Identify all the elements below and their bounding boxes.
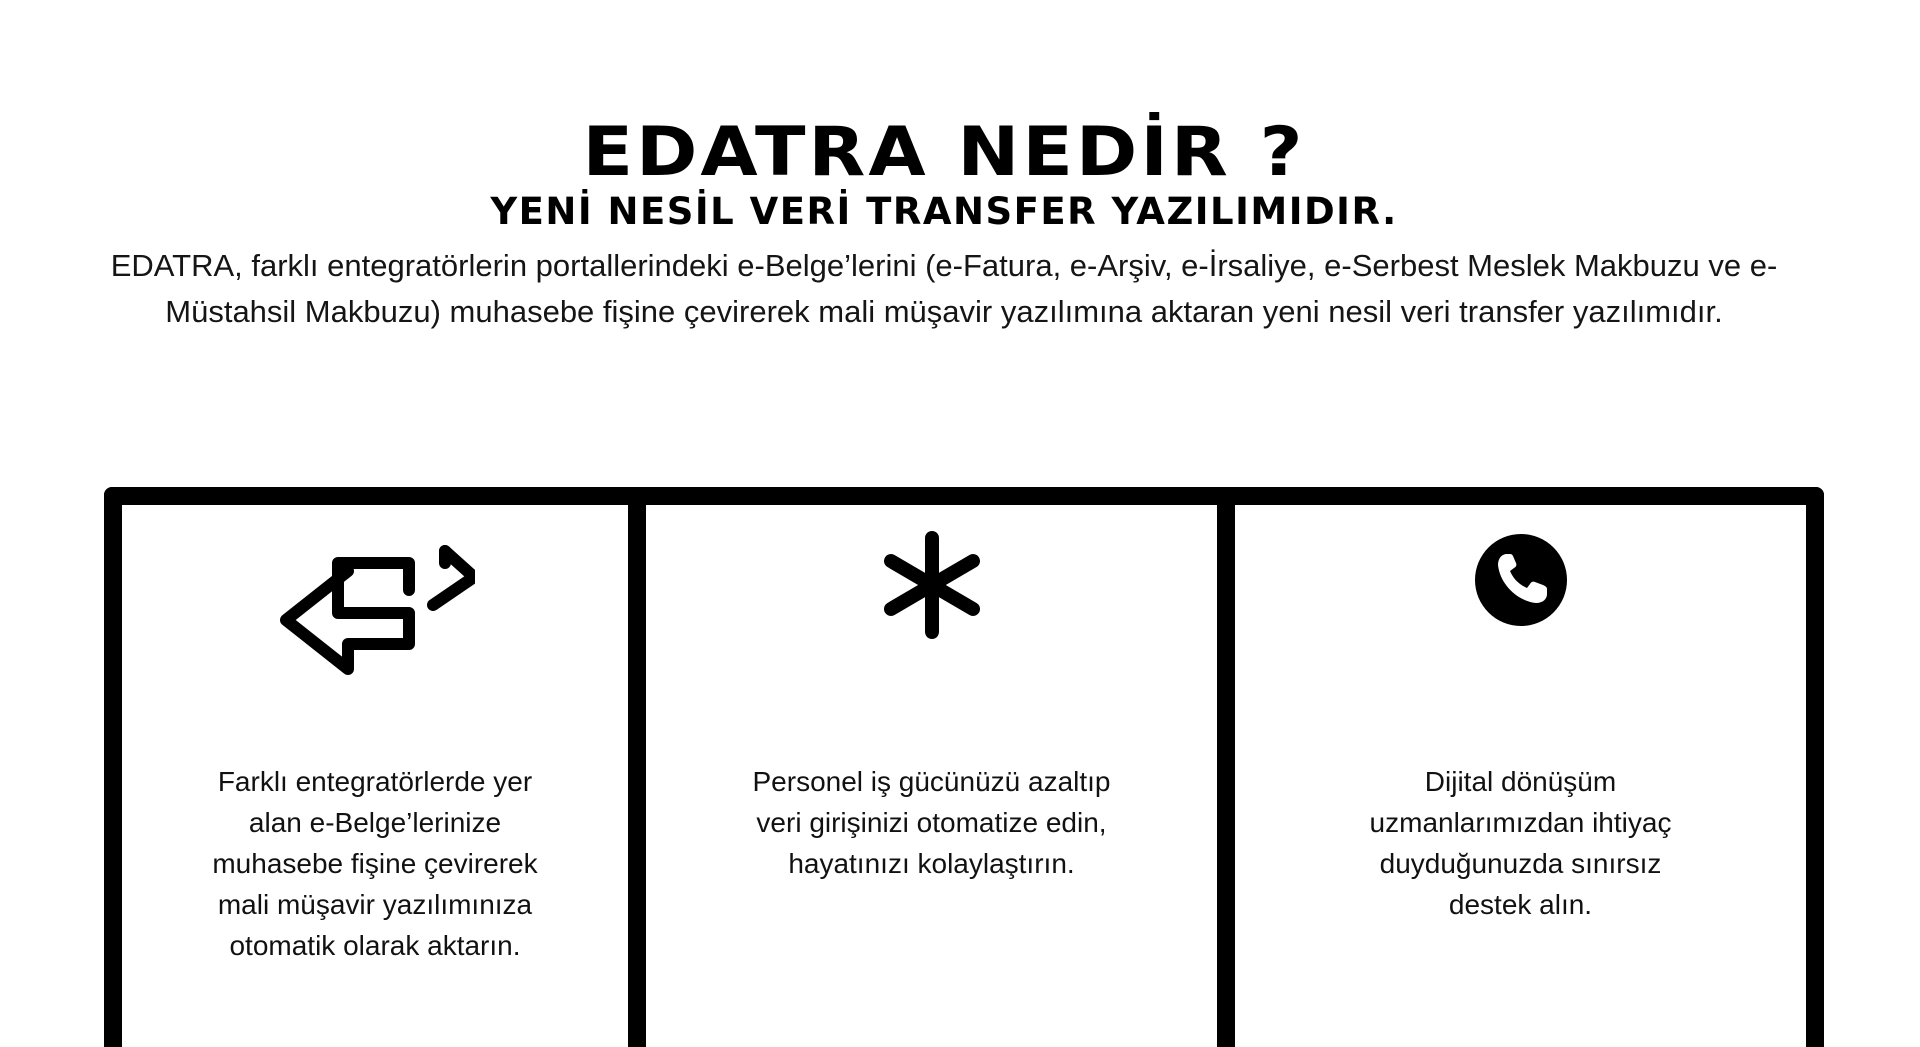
feature-text: Farklı entegratörlerde yer alan e-Belge’lerinize muhasebe fişine çevirerek mali müşavir yazılımınıza otomatik olarak aktarın. xyxy=(212,766,538,961)
phone-icon xyxy=(1473,532,1569,628)
page-subtitle: YENİ NESİL VERİ TRANSFER YAZILIMIDIR. xyxy=(490,189,1398,233)
feature-card-automation xyxy=(646,505,1217,1000)
feature-card-support xyxy=(1235,505,1806,1000)
asterisk-icon xyxy=(877,530,987,640)
card-divider xyxy=(628,487,646,1047)
page-title: EDATRA NEDİR ? xyxy=(582,112,1306,192)
feature-text: Dijital dönüşüm uzmanlarımızdan ihtiyaç duyduğunuzda sınırsız destek alın. xyxy=(1369,766,1672,920)
feature-text: Personel iş gücünüzü azaltıp veri girişinizi otomatize edin, hayatınızı kolaylaştırın. xyxy=(752,766,1111,879)
card-divider xyxy=(1217,487,1235,1047)
feature-card-transfer xyxy=(122,505,628,1000)
intro-paragraph: EDATRA, farklı entegratörlerin portallerindeki e-Belge’lerini (e-Fatura, e-Arşiv, e-İrsaliye, e-Serbest Meslek Makbuzu ve e-Müstahsil Makbuzu) muhasebe fişine çevirerek mali müşavir yazılımına aktaran yeni nesil veri transfer yazılımıdır. xyxy=(110,248,1778,329)
transfer-arrows-icon xyxy=(275,525,475,675)
